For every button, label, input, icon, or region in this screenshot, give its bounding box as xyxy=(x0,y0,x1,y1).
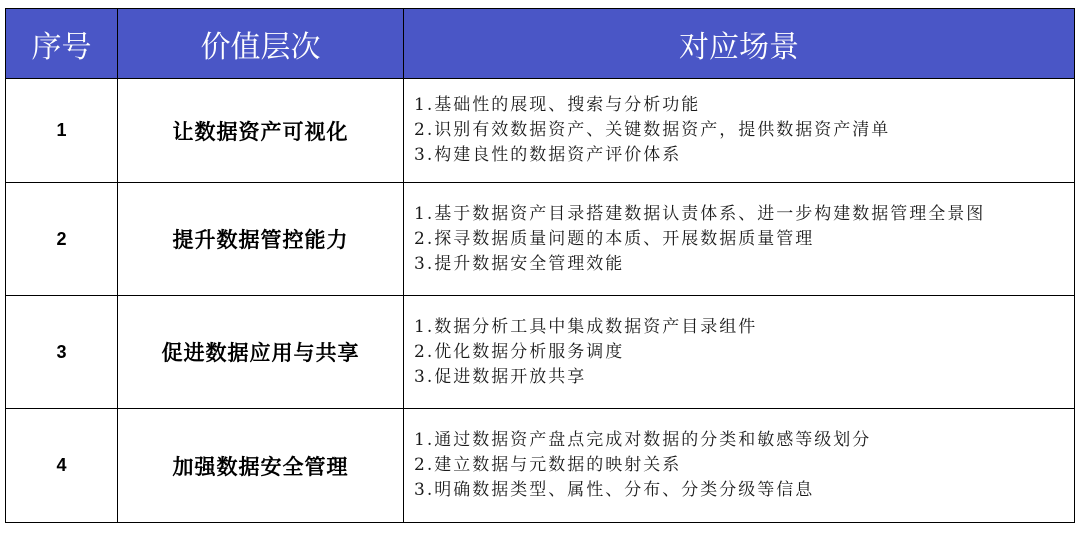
row-index: 2 xyxy=(6,183,118,296)
header-scenario: 对应场景 xyxy=(404,9,1075,79)
row-index: 1 xyxy=(6,79,118,183)
scenario-line: 3.构建良性的数据资产评价体系 xyxy=(414,145,682,165)
scenario-line: 2.识别有效数据资产、关键数据资产，提供数据资产清单 xyxy=(414,120,891,140)
scenario-cell xyxy=(404,79,1075,183)
scenario-line: 2.优化数据分析服务调度 xyxy=(414,341,625,362)
scenario-line: 2.建立数据与元数据的映射关系 xyxy=(414,455,682,475)
scenario-cell xyxy=(404,409,1075,523)
table-row xyxy=(6,296,1075,409)
scenario-line: 1.基于数据资产目录搭建数据认责体系、进一步构建数据管理全景图 xyxy=(414,203,986,224)
scenario-line: 1.基础性的展现、搜索与分析功能 xyxy=(414,95,701,115)
row-index: 4 xyxy=(6,409,118,523)
header-index: 序号 xyxy=(6,9,118,79)
header-row xyxy=(6,9,1075,79)
scenario-cell xyxy=(404,183,1075,296)
scenario-line: 1.通过数据资产盘点完成对数据的分类和敏感等级划分 xyxy=(414,430,872,450)
value-level: 让数据资产可视化 xyxy=(118,79,404,183)
scenario-line: 3.提升数据安全管理效能 xyxy=(414,253,625,274)
value-level: 促进数据应用与共享 xyxy=(118,296,404,409)
table-header xyxy=(6,9,1075,79)
scenario-cell xyxy=(404,296,1075,409)
scenario-line: 2.探寻数据质量问题的本质、开展数据质量管理 xyxy=(414,228,815,249)
value-level: 加强数据安全管理 xyxy=(118,409,404,523)
table-body xyxy=(6,79,1075,523)
scenario-line: 3.促进数据开放共享 xyxy=(414,366,587,387)
table-row xyxy=(6,409,1075,523)
table-row xyxy=(6,79,1075,183)
value-level: 提升数据管控能力 xyxy=(118,183,404,296)
header-level: 价值层次 xyxy=(118,9,404,79)
scenario-line: 3.明确数据类型、属性、分布、分类分级等信息 xyxy=(414,480,815,500)
row-index: 3 xyxy=(6,296,118,409)
scenario-line: 1.数据分析工具中集成数据资产目录组件 xyxy=(414,316,758,337)
value-level-table xyxy=(5,8,1075,523)
table-row xyxy=(6,183,1075,296)
